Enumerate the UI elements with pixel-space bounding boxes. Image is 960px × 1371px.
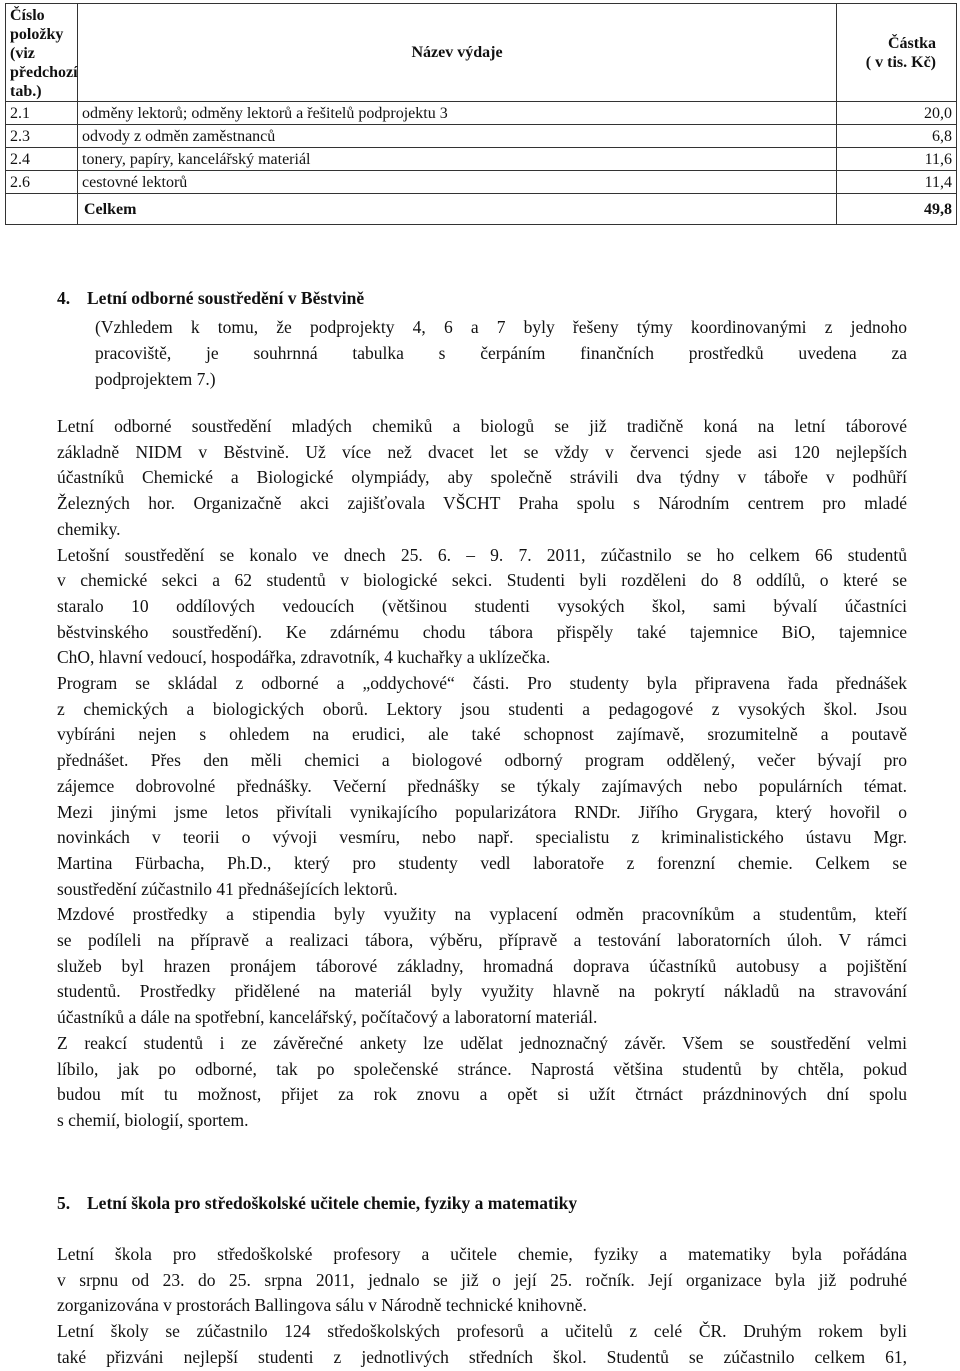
table-row [6,102,957,125]
cell-amount: 11,4 [837,171,957,194]
note-line: pracoviště, je souhrnná tabulka s čerpáním finančních prostředků uvedena za [95,343,907,363]
header-amount-line: ( v tis. Kč) [865,53,936,71]
paragraph-line: Letošní soustředění se konalo ve dnech 25. 6. – 9. 7. 2011, zúčastnilo se ho celkem 66 studentů [57,544,907,565]
paragraph-line: s chemií, biologií, sportem. [57,1109,249,1130]
paragraph-line: běstvinského soustředění). Ke zdárnému chodu tábora přispěly také tajemnice BiO, tajemnice [57,621,907,642]
paragraph-line: v chemické sekci a 62 studentů v biologické sekci. Studenti byli rozděleni do 8 oddílů, o které se [57,570,907,591]
paragraph-line: účastníků a dále na spotřební, kancelářský, počítačový a laboratorní materiál. [57,1007,598,1028]
paragraph-line: základně NIDM v Běstvině. Už více než dvacet let se vždy v červenci sjede asi 120 nejlepších [57,441,907,462]
cell-empty [6,194,78,225]
section-5-heading [57,1190,577,1216]
section-5-body [57,1242,907,1371]
cell-item-number: 2.6 [6,171,78,194]
cell-item-number: 2.3 [6,125,78,148]
header-item-number-line: tab.) [10,83,42,100]
paragraph-line: Mzdové prostředky a stipendia byly využity na vyplacení odměn pracovníkům a studentům, kteří [57,904,907,925]
section-5-title: Letní škola pro středoškolské učitele chemie, fyziky a matematiky [87,1193,578,1213]
header-expense-name: Název výdaje [78,4,837,102]
note-line: podprojektem 7.) [95,369,216,389]
header-item-number-line: Číslo položky [10,7,64,43]
paragraph-line: služeb byl hrazen pronájem táborové základny, hromadná doprava účastníků autobusy a pojištění [57,955,907,976]
paragraph-line: účastníků Chemické a Biologické olympiády, aby společně strávili dva týdny v táboře v podhůří [57,467,907,488]
cell-amount: 11,6 [837,148,957,171]
paragraph-line: Program se skládal z odborné a „oddychové“ části. Pro studenty byla připravena řada přednášek [57,673,907,694]
paragraph-line: se podíleli na přípravě a realizaci tábora, výběru, přípravě a testování laboratorních úloh. V rámci [57,930,907,951]
header-amount [837,4,957,102]
paragraph-line: z chemických a biologických oborů. Lektory jsou studenti a pedagogové z vysokých škol. Jsou [57,698,907,719]
table-header-row [6,4,957,102]
table-row [6,125,957,148]
paragraph-line: v srpnu od 23. do 25. srpna 2011, jednalo se již o její 25. ročník. Její organizace byla již podruhé [57,1269,907,1290]
cell-expense-name: odvody z odměn zaměstnanců [78,125,837,148]
total-amount: 49,8 [837,194,957,225]
section-5-number: 5. [57,1193,71,1213]
note-line: (Vzhledem k tomu, že podprojekty 4, 6 a 7 byly řešeny týmy koordinovanými z jednoho [95,317,907,337]
paragraph-line: vybíráni nejen s ohledem na erudici, ale také schopnost zajímavě, srozumitelně a poutavě [57,724,907,745]
expense-table [5,3,957,225]
header-item-number-line: předchozí [10,64,78,81]
cell-item-number: 2.1 [6,102,78,125]
table-row [6,171,957,194]
paragraph-line: studentů. Prostředky přidělené na materiál byly využity hlavně na pokrytí nákladů na stravování [57,981,907,1002]
paragraph-line: soustředění zúčastnilo 41 přednášejících lektorů. [57,878,398,899]
table-row [6,148,957,171]
cell-expense-name: cestovné lektorů [78,171,837,194]
table-total-row [6,194,957,225]
section-4-note [95,314,907,392]
paragraph-line: Z reakcí studentů i ze závěrečné ankety lze udělat jednoznačný závěr. Všem se soustředění velmi [57,1032,907,1053]
section-4-heading [57,285,364,311]
paragraph-line: novinkách v teorii o vývoji vesmíru, nebo např. specialistu z kriminalistického ústavu Mgr. [57,827,907,848]
paragraph-line: Mezi jinými jsme letos přivítali vynikajícího popularizátora RNDr. Jiřího Grygara, který hovořil o [57,801,907,822]
section-4-number: 4. [57,288,71,308]
section-4-title: Letní odborné soustředění v Běstvině [87,288,365,308]
header-item-number-line: (viz [10,45,35,62]
paragraph-line: Letní škola pro středoškolské profesory a učitele chemie, fyziky a matematiky byla pořádána [57,1244,907,1264]
paragraph-line: zájemce dobrovolné přednášky. Večerní přednášky se týkaly zajímavých nebo populárních témat. [57,775,907,796]
paragraph-line: Letní odborné soustředění mladých chemiků a biologů se již tradičně koná na letní táborové [57,416,907,436]
total-label: Celkem [78,194,837,225]
paragraph-line: přednášet. Přes den měli chemici a biologové odborný program oddělený, večer bývají pro [57,750,907,771]
paragraph-line: Martina Fürbacha, Ph.D., který pro studenty vedl laboratoře z forenzní chemie. Celkem se [57,852,907,873]
paragraph-line: Letní školy se zúčastnilo 124 středoškolských profesorů a učitelů z celé ČR. Druhým rokem byli [57,1321,907,1342]
cell-expense-name: tonery, papíry, kancelářský materiál [78,148,837,171]
paragraph-line: budou mít tu možnost, přijet za rok znovu a opět si užít čtrnáct prázdninových dní spolu [57,1084,907,1105]
paragraph-line: ChO, hlavní vedoucí, hospodářka, zdravotník, 4 kuchařky a uklízečka. [57,647,551,668]
cell-expense-name: odměny lektorů; odměny lektorů a řešitelů podprojektu 3 [78,102,837,125]
header-item-number [6,4,78,102]
paragraph-line: staralo 10 oddílových vedoucích (většinou studenti vysokých škol, sami bývalí účastníci [57,595,907,616]
cell-amount: 20,0 [837,102,957,125]
paragraph-line: také přizváni nejlepší studenti z jednotlivých středních škol. Studentů se zúčastnilo celkem 61, [57,1346,907,1367]
header-amount-line: Částka [887,34,936,52]
cell-item-number: 2.4 [6,148,78,171]
paragraph-line: Železných hor. Organizačně akci zajišťovala VŠCHT Praha spolu s Národním centrem pro mladé [57,493,907,514]
paragraph-line: chemiky. [57,518,121,539]
cell-amount: 6,8 [837,125,957,148]
paragraph-line: zorganizována v prostorách Ballingova sálu v Národně technické knihovně. [57,1295,587,1316]
section-4-body [57,414,907,1134]
paragraph-line: líbilo, jak po odborné, tak po společenské stránce. Naprostá většina studentů by chtěla, pokud [57,1058,907,1079]
